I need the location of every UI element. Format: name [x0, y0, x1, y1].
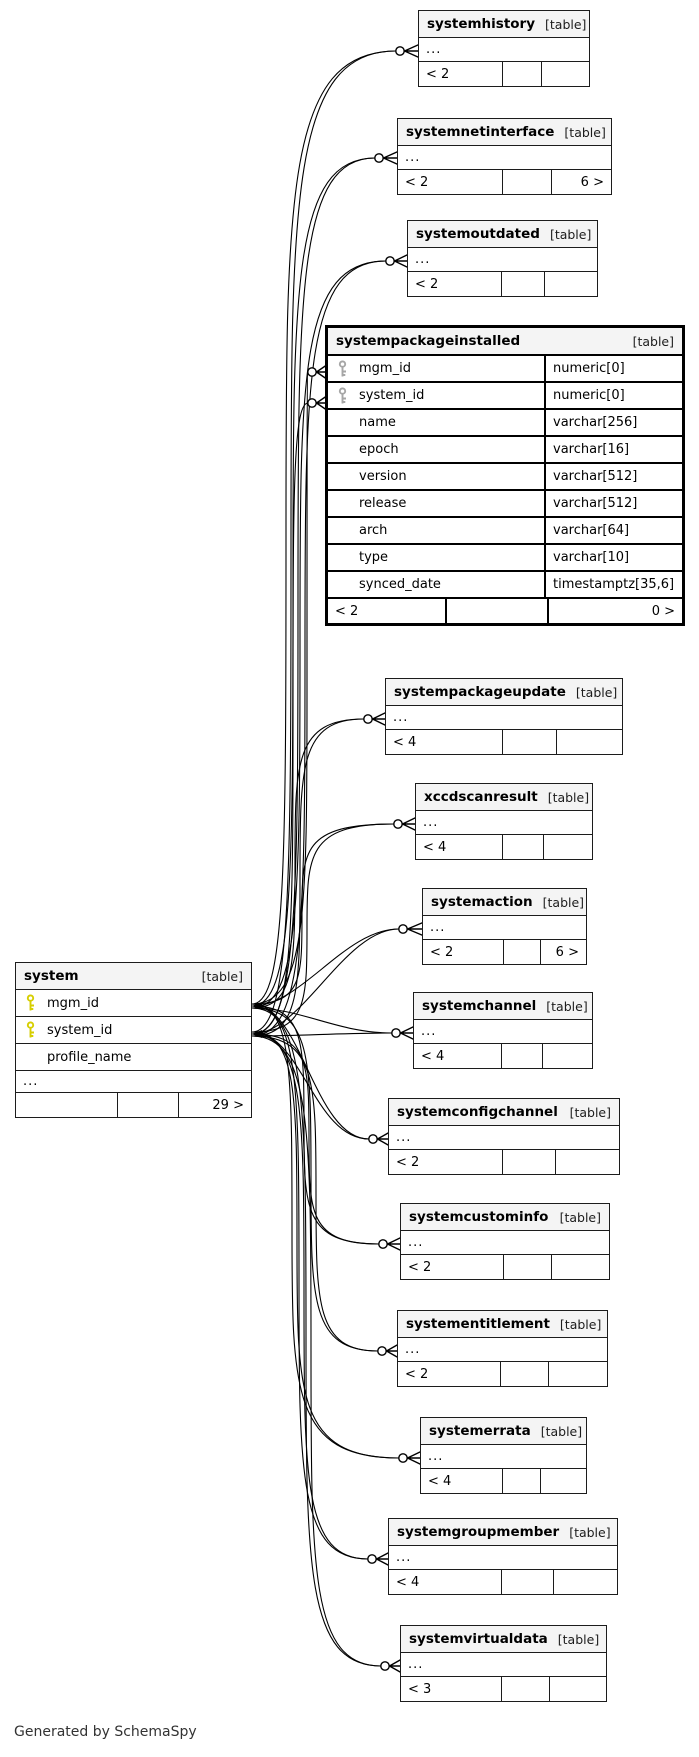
footer-spacer	[501, 1044, 542, 1068]
ellipsis-row	[416, 811, 592, 835]
column-row	[328, 464, 682, 491]
entity-systempackageinstalled[interactable]	[325, 325, 685, 626]
footer-children-count: < 2	[405, 1366, 429, 1382]
footer-spacer	[501, 272, 544, 296]
table-header	[401, 1626, 606, 1653]
table-type-tag: [table]	[564, 124, 606, 140]
ellipsis-text: ...	[405, 150, 421, 165]
connector-optional-circle	[394, 820, 402, 828]
table-header	[398, 119, 611, 146]
column-name: type	[359, 550, 389, 565]
entity-xccdscanresult[interactable]	[415, 783, 593, 860]
table-footer	[328, 599, 682, 623]
relationship-curve	[252, 1032, 399, 1458]
table-footer	[414, 1044, 592, 1068]
ellipsis-row	[398, 146, 611, 170]
table-type-tag: [table]	[632, 333, 674, 349]
crow-foot	[401, 1027, 415, 1040]
column-type: varchar[16]	[544, 437, 682, 462]
footer-parents-count	[540, 1469, 586, 1493]
primary-key-icon	[25, 1022, 36, 1039]
crow-foot	[408, 923, 424, 936]
schemaspy-credit: Generated by SchemaSpy	[14, 1724, 197, 1740]
table-footer	[389, 1150, 619, 1174]
table-footer	[419, 62, 589, 86]
footer-spacer	[500, 1362, 548, 1386]
ellipsis-text: ...	[408, 1235, 424, 1250]
ellipsis-row	[421, 1445, 586, 1469]
table-footer	[421, 1469, 586, 1493]
table-type-tag: [table]	[542, 894, 585, 910]
column-type: varchar[256]	[544, 410, 682, 435]
ellipsis-text: ...	[405, 1342, 421, 1357]
table-header	[401, 1204, 609, 1231]
table-type-tag: [table]	[559, 1316, 602, 1332]
relationship-curve	[252, 719, 364, 1036]
footer-parents-count	[543, 835, 592, 859]
footer-parents-count	[551, 1255, 609, 1279]
table-footer	[408, 272, 597, 296]
footer-parents-count: 29 >	[178, 1093, 251, 1117]
footer-parents-count	[544, 272, 597, 296]
footer-parents-count: 0 >	[547, 599, 682, 623]
column-row	[16, 1044, 251, 1071]
table-name[interactable]: systemgroupmember	[397, 1524, 560, 1540]
table-header	[398, 1311, 607, 1338]
ellipsis-row	[389, 1126, 619, 1150]
table-footer	[416, 835, 592, 859]
column-row	[16, 1017, 251, 1044]
table-name[interactable]: system	[24, 968, 79, 984]
connector-optional-circle	[381, 1662, 389, 1670]
table-type-tag: [table]	[569, 1524, 611, 1540]
footer-children-count: < 4	[423, 839, 447, 855]
footer-parents-count	[541, 62, 589, 86]
table-footer	[398, 170, 611, 194]
table-name[interactable]: systemvirtualdata	[409, 1631, 548, 1647]
connector-optional-circle	[392, 1029, 400, 1037]
footer-spacer	[502, 1469, 540, 1493]
relationship-curve	[252, 1006, 368, 1559]
footer-parents-count: 6 >	[551, 170, 611, 194]
entity-systemhistory[interactable]	[418, 10, 590, 87]
ellipsis-row	[386, 706, 622, 730]
table-footer	[386, 730, 622, 754]
table-type-tag: [table]	[545, 16, 587, 32]
footer-children-count: < 4	[421, 1048, 445, 1064]
connector-optional-circle	[368, 1555, 376, 1563]
column-name: name	[359, 415, 396, 430]
ellipsis-row	[423, 916, 586, 940]
crow-foot	[403, 818, 417, 831]
footer-spacer	[501, 1570, 553, 1594]
table-name[interactable]: systemoutdated	[416, 226, 540, 242]
key-icon	[337, 387, 348, 404]
entity-systemcustominfo[interactable]	[400, 1203, 610, 1280]
footer-children-count: < 3	[408, 1681, 432, 1697]
entity-systemvirtualdata[interactable]	[400, 1625, 607, 1702]
ellipsis-row	[389, 1546, 617, 1570]
table-header	[389, 1099, 619, 1126]
crow-foot	[395, 255, 409, 268]
table-type-tag: [table]	[546, 998, 588, 1014]
relationship-curve	[252, 1008, 378, 1351]
table-type-tag: [table]	[569, 1104, 611, 1120]
entity-systemnetinterface[interactable]	[397, 118, 612, 195]
footer-children-count	[16, 1093, 117, 1117]
crow-foot	[408, 1452, 422, 1465]
table-footer	[401, 1255, 609, 1279]
footer-parents-count: 6 >	[540, 940, 586, 964]
column-type: varchar[512]	[544, 464, 682, 489]
column-row	[328, 437, 682, 464]
footer-children-count: < 2	[396, 1154, 420, 1170]
footer-spacer	[502, 1150, 555, 1174]
ellipsis-text: ...	[415, 252, 431, 267]
footer-spacer	[502, 62, 541, 86]
ellipsis-text: ...	[23, 1074, 39, 1089]
entity-systemchannel[interactable]	[413, 992, 593, 1069]
footer-spacer	[503, 1255, 551, 1279]
relationship-curve	[252, 824, 394, 1032]
footer-parents-count	[555, 1150, 619, 1174]
table-type-tag: [table]	[201, 968, 243, 984]
footer-children-count: < 2	[415, 276, 439, 292]
column-name: system_id	[16, 1017, 251, 1043]
ellipsis-row	[419, 38, 589, 62]
footer-children-count: < 2	[426, 66, 450, 82]
ellipsis-row	[401, 1231, 609, 1255]
footer-spacer	[445, 599, 548, 623]
footer-spacer	[117, 1093, 178, 1117]
entity-systementitlement[interactable]	[397, 1310, 608, 1387]
table-header	[423, 889, 586, 916]
footer-parents-count	[548, 1362, 607, 1386]
ellipsis-row	[414, 1020, 592, 1044]
column-type: varchar[64]	[544, 518, 682, 543]
footer-children-count: < 4	[393, 734, 417, 750]
entity-systemaction[interactable]	[422, 888, 587, 965]
entity-systempackageupdate[interactable]	[385, 678, 623, 755]
relationship-curve	[252, 719, 364, 1008]
column-row	[16, 990, 251, 1017]
crow-foot	[373, 713, 387, 726]
footer-children-count: < 2	[405, 174, 429, 190]
column-name: release	[359, 496, 407, 511]
entity-systemerrata[interactable]	[420, 1417, 587, 1494]
table-name[interactable]: systempackageinstalled	[336, 333, 521, 349]
ellipsis-text: ...	[430, 920, 446, 935]
table-type-tag: [table]	[557, 1631, 600, 1647]
footer-children-count: < 4	[428, 1473, 452, 1489]
table-type-tag: [table]	[547, 789, 590, 805]
key-icon	[337, 360, 348, 377]
table-footer	[398, 1362, 607, 1386]
table-name[interactable]: systemconfigchannel	[397, 1104, 558, 1120]
footer-children-count: < 2	[335, 603, 359, 619]
column-name: epoch	[359, 442, 399, 457]
column-name: version	[359, 469, 407, 484]
connector-optional-circle	[378, 1347, 386, 1355]
table-header	[328, 328, 682, 356]
ellipsis-text: ...	[396, 1550, 412, 1565]
table-footer	[389, 1570, 617, 1594]
connector-optional-circle	[399, 1454, 407, 1462]
table-name[interactable]: systemcustominfo	[409, 1209, 549, 1225]
table-header	[419, 11, 589, 38]
footer-parents-count	[542, 1044, 592, 1068]
entity-systemgroupmember[interactable]	[388, 1518, 618, 1595]
ellipsis-row	[401, 1653, 606, 1677]
footer-spacer	[502, 835, 542, 859]
connector-optional-circle	[386, 257, 394, 265]
table-name[interactable]: xccdscanresult	[424, 789, 538, 805]
column-type: varchar[512]	[544, 491, 682, 516]
table-name[interactable]: systemhistory	[427, 16, 536, 32]
ellipsis-row	[408, 248, 597, 272]
footer-spacer	[503, 940, 540, 964]
entity-systemoutdated[interactable]	[407, 220, 598, 297]
column-name: system_id	[328, 383, 544, 408]
ellipsis-text: ...	[423, 815, 439, 830]
connector-optional-circle	[379, 1240, 387, 1248]
footer-spacer	[502, 170, 551, 194]
table-footer	[423, 940, 586, 964]
connector-optional-circle	[308, 368, 316, 376]
column-name: mgm_id	[16, 990, 251, 1016]
column-type: varchar[10]	[544, 545, 682, 570]
ellipsis-row	[16, 1071, 251, 1093]
table-header	[416, 784, 592, 811]
table-name[interactable]: systemnetinterface	[406, 124, 555, 140]
table-header	[16, 963, 251, 990]
connector-optional-circle	[364, 715, 372, 723]
column-type: numeric[0]	[544, 356, 682, 381]
column-name: profile_name	[47, 1049, 132, 1065]
column-name: mgm_id	[328, 356, 544, 381]
footer-parents-count	[549, 1677, 606, 1701]
column-row	[328, 545, 682, 572]
table-type-tag: [table]	[540, 1423, 583, 1439]
ellipsis-text: ...	[428, 1449, 444, 1464]
crow-foot	[388, 1238, 402, 1251]
table-type-tag: [table]	[575, 684, 618, 700]
table-name[interactable]: systemaction	[431, 894, 533, 910]
footer-parents-count	[553, 1570, 617, 1594]
column-name: synced_date	[359, 577, 441, 592]
connector-optional-circle	[308, 399, 316, 407]
table-type-tag: [table]	[549, 226, 592, 242]
table-header	[408, 221, 597, 248]
column-row	[328, 410, 682, 437]
relationship-curve	[252, 1036, 381, 1666]
column-type: timestamptz[35,6]	[544, 572, 682, 597]
entity-system[interactable]	[15, 962, 252, 1118]
ellipsis-text: ...	[408, 1657, 424, 1672]
footer-spacer	[501, 1677, 548, 1701]
column-row	[328, 518, 682, 545]
column-row	[328, 356, 682, 383]
connector-optional-circle	[396, 47, 404, 55]
table-header	[386, 679, 622, 706]
table-footer	[16, 1093, 251, 1117]
column-name: arch	[359, 523, 388, 538]
ellipsis-text: ...	[426, 42, 442, 57]
connector-optional-circle	[399, 925, 407, 933]
connector-optional-circle	[369, 1135, 377, 1143]
column-type: numeric[0]	[544, 383, 682, 408]
column-row	[328, 383, 682, 410]
table-footer	[401, 1677, 606, 1701]
footer-spacer	[502, 730, 556, 754]
table-header	[421, 1418, 586, 1445]
ellipsis-text: ...	[396, 1130, 412, 1145]
ellipsis-text: ...	[393, 710, 409, 725]
footer-parents-count	[556, 730, 622, 754]
entity-systemconfigchannel[interactable]	[388, 1098, 620, 1175]
column-row	[328, 572, 682, 599]
footer-children-count: < 4	[396, 1574, 420, 1590]
table-header	[414, 993, 592, 1020]
primary-key-icon	[25, 995, 36, 1012]
crow-foot	[405, 45, 420, 58]
footer-children-count: < 2	[408, 1259, 432, 1275]
crow-foot	[384, 152, 399, 165]
ellipsis-row	[398, 1338, 607, 1362]
table-name[interactable]: systementitlement	[406, 1316, 550, 1332]
table-name[interactable]: systempackageupdate	[394, 684, 566, 700]
column-row	[328, 491, 682, 518]
table-type-tag: [table]	[559, 1209, 601, 1225]
table-header	[389, 1519, 617, 1546]
table-name[interactable]: systemerrata	[429, 1423, 531, 1439]
footer-children-count: < 2	[430, 944, 454, 960]
connector-optional-circle	[375, 154, 383, 162]
ellipsis-text: ...	[421, 1024, 437, 1039]
table-name[interactable]: systemchannel	[422, 998, 537, 1014]
relationship-curve	[252, 824, 394, 1004]
